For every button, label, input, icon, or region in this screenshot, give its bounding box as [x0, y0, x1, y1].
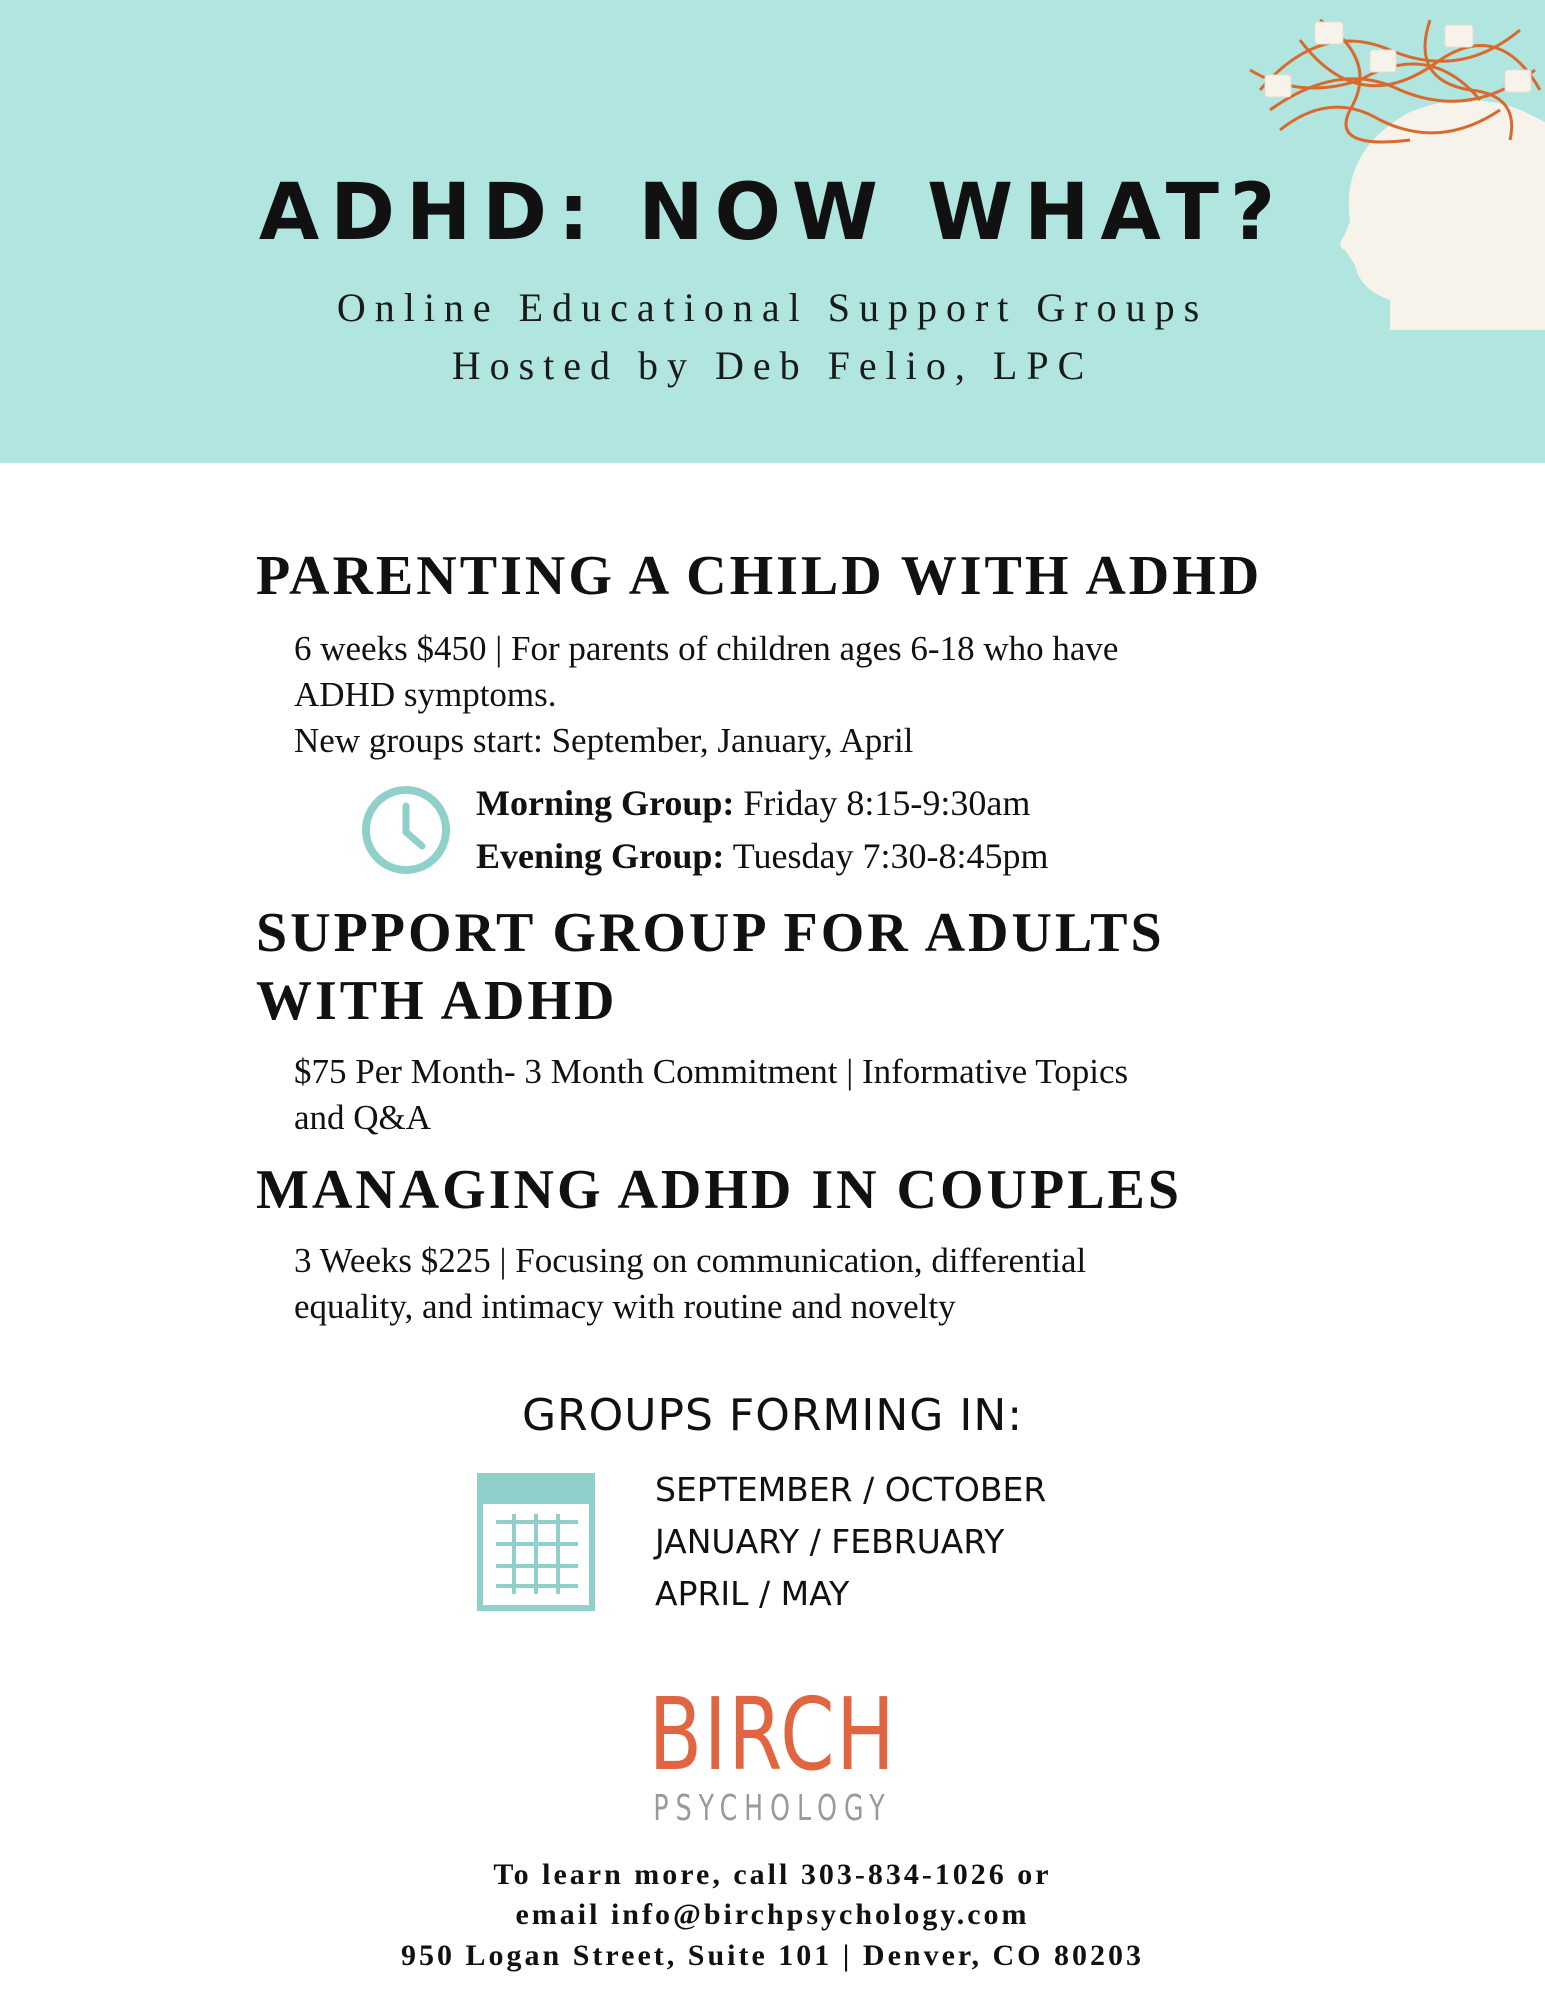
- subtitle-line-2: Hosted by Deb Felio, LPC: [451, 343, 1094, 388]
- section-parenting-line-2: ADHD symptoms.: [294, 675, 557, 714]
- calendar-icon: [474, 1470, 598, 1614]
- month-line-1: SEPTEMBER / OCTOBER: [655, 1470, 1047, 1509]
- schedule-morning-label: Morning Group:: [476, 783, 735, 823]
- schedule-morning: [476, 782, 1030, 824]
- header-banner: [0, 0, 1545, 463]
- logo-birch: BIRCH: [648, 1676, 897, 1793]
- logo-psychology: PSYCHOLOGY: [653, 1788, 892, 1829]
- contact-line-3: 950 Logan Street, Suite 101 | Denver, CO 80203: [401, 1939, 1144, 1972]
- groups-forming-title: GROUPS FORMING IN:: [521, 1390, 1024, 1441]
- contact-line-1: To learn more, call 303-834-1026 or: [493, 1858, 1052, 1891]
- head-puzzle-icon: [1240, 0, 1545, 330]
- section-title-adults-line-1: SUPPORT GROUP FOR ADULTS: [256, 902, 1165, 964]
- section-couples-line-2: equality, and intimacy with routine and novelty: [294, 1287, 956, 1326]
- section-title-parenting: PARENTING A CHILD WITH ADHD: [256, 545, 1263, 607]
- month-line-3: APRIL / MAY: [655, 1574, 850, 1613]
- section-adults-line-2: and Q&A: [294, 1098, 432, 1137]
- section-couples-line-1: 3 Weeks $225 | Focusing on communication, differential: [294, 1241, 1087, 1280]
- section-adults-line-1: $75 Per Month- 3 Month Commitment | Informative Topics: [294, 1052, 1129, 1091]
- section-parenting-line-3: New groups start: September, January, April: [294, 721, 914, 760]
- schedule-morning-value: Friday 8:15-9:30am: [743, 783, 1031, 823]
- month-line-2: JANUARY / FEBRUARY: [655, 1522, 1005, 1561]
- subtitle-line-1: Online Educational Support Groups: [336, 285, 1209, 330]
- section-title-couples: MANAGING ADHD IN COUPLES: [256, 1159, 1183, 1221]
- schedule-evening-label: Evening Group:: [476, 836, 725, 876]
- section-parenting-line-1: 6 weeks $450 | For parents of children ages 6-18 who have: [294, 629, 1119, 668]
- page-title: ADHD: NOW WHAT?: [258, 168, 1287, 258]
- schedule-evening: [476, 835, 1048, 877]
- contact-line-2: email info@birchpsychology.com: [515, 1898, 1030, 1931]
- section-title-adults-line-2: WITH ADHD: [256, 970, 618, 1032]
- clock-icon: [360, 784, 452, 876]
- schedule-evening-value: Tuesday 7:30-8:45pm: [732, 836, 1049, 876]
